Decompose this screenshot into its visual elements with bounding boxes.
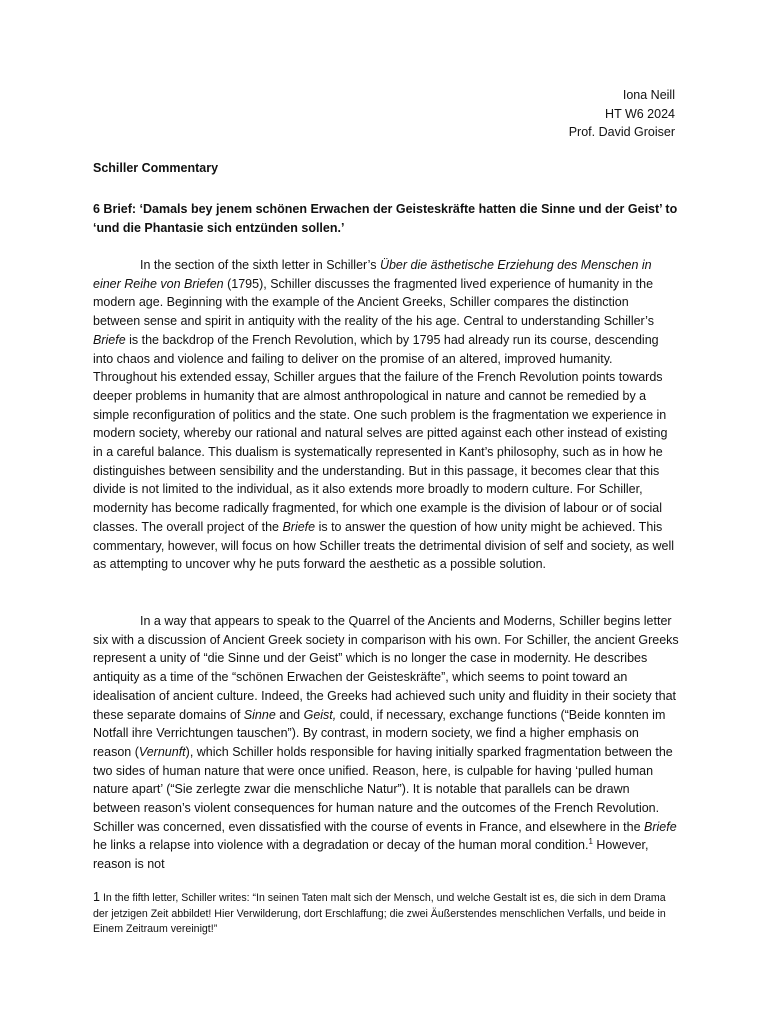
text-run: ), which Schiller holds responsible for having initially sparked fragmentation between the two sides of human nature that were once unified. Reason, here, is culpable for having ‘pulled human nature apart’ (“Sie zerlegte zwar die menschliche Natur”). It is notable that parallels can be drawn between reason’s violent consequences for human nature and the outcomes of the French Revolution. Schiller was concerned, even dissatisfied with the course of events in France, and elsewhere in the: [93, 744, 673, 834]
text-run: and: [275, 707, 304, 722]
italic-term: Briefe: [282, 519, 316, 534]
italic-term: Briefe: [644, 819, 677, 834]
text-run: is to answer the question of how unity might be achieved. This commentary, however, will focus on how Schiller treats the detrimental division of self and society, as well as attempting to uncover why he puts forward the aesthetic as a possible solution.: [93, 519, 675, 572]
commentary-title: Schiller Commentary: [93, 161, 219, 175]
text-run: In the section of the sixth letter in Schiller’s: [140, 258, 380, 272]
author-name: Iona Neill: [622, 88, 675, 102]
term-label: HT W6 2024: [605, 106, 675, 121]
italic-term: Sinne: [243, 707, 276, 722]
footnote-reference[interactable]: 1: [588, 837, 593, 847]
text-run: is the backdrop of the French Revolution, which by 1795 had already run its course, descending into chaos and violence and failing to deliver on the promise of an altered, improved humanity. Throughout his extended essay, Schiller argues that the failure of the French Revolution points towards deeper problems in humanity that are almost anthropological in nature and cannot be remedied by a simple reconfiguration of politics and the state. One such problem is the fragmentation we experience in modern society, whereby our rational and natural selves are pitted against each other instead of existing in a careful balance. This dualism is systematically represented in Kant’s philosophy, such as in how he distinguishes between sensibility and the understanding. But in this passage, it becomes clear that this divide is not limited to the individual, as it also extends more broadly to modern culture. For Schiller, modernity has become radically fragmented, for which one example is the division of labour or of social classes. The overall project of the: [93, 332, 668, 534]
text-run: could, if necessary, exchange functions (“Beide konnten im Notfall ihre Verrichtungen tauschen”). By contrast, in modern society, we find a higher emphasis on reason (: [93, 707, 666, 759]
italic-term: Briefe: [93, 332, 126, 347]
body-paragraph-2: [93, 612, 679, 874]
text-run: However, reason is not: [93, 838, 649, 872]
paragraph-1-text: [93, 256, 679, 574]
text-run: In a way that appears to speak to the Quarrel of the Ancients and Moderns, Schiller begins letter six with a discussion of Ancient Greek society in comparison with his own. For Schiller, the ancient Greeks represent a unity of “die Sinne und der Geist” which is no longer the case in modernity. He describes antiquity as a time of the “schönen Erwachen der Geisteskräfte”, which seems to point toward an idealisation of ancient culture. Indeed, the Greeks had achieved such unity and fluidity in their society that these separate domains of: [93, 614, 679, 722]
body-paragraph-1: [93, 256, 679, 574]
tutor-name: Prof. David Groiser: [568, 125, 675, 140]
footnote-1: [93, 890, 679, 938]
footnote-number: 1: [93, 890, 100, 904]
footnote-text: In the fifth letter, Schiller writes: “In seinen Taten malt sich der Mensch, und welche Gestalt ist es, die sich in dem Drama der jetzigen Zeit abbildet! Hier Verwilderung, dort Erschlaffung; die zwei Äußerstendes menschlichen Verfalls, und beide in Einem Zeitraum vereinigt!”: [93, 892, 666, 935]
author-block: [569, 86, 675, 142]
italic-term: Vernunft: [138, 744, 186, 759]
text-run: (1795), Schiller discusses the fragmented lived experience of humanity in the modern age. Beginning with the example of the Ancient Greeks, Schiller compares the distinction between sense and spirit in antiquity with the reality of the his age. Central to understanding Schiller’s: [93, 276, 654, 329]
work-title: Über die ästhetische Erziehung des Menschen in einer Reihe von Briefen: [93, 258, 652, 291]
passage-heading: 6 Brief: ‘Damals bey jenem schönen Erwachen der Geisteskräfte hatten die Sinne und der Geist’ to ‘und die Phantasie sich entzünden sollen.’: [93, 202, 678, 235]
italic-term: Geist,: [303, 707, 337, 722]
text-run: he links a relapse into violence with a degradation or decay of the human moral condition.: [93, 838, 589, 853]
paragraph-2-text: [93, 612, 679, 874]
